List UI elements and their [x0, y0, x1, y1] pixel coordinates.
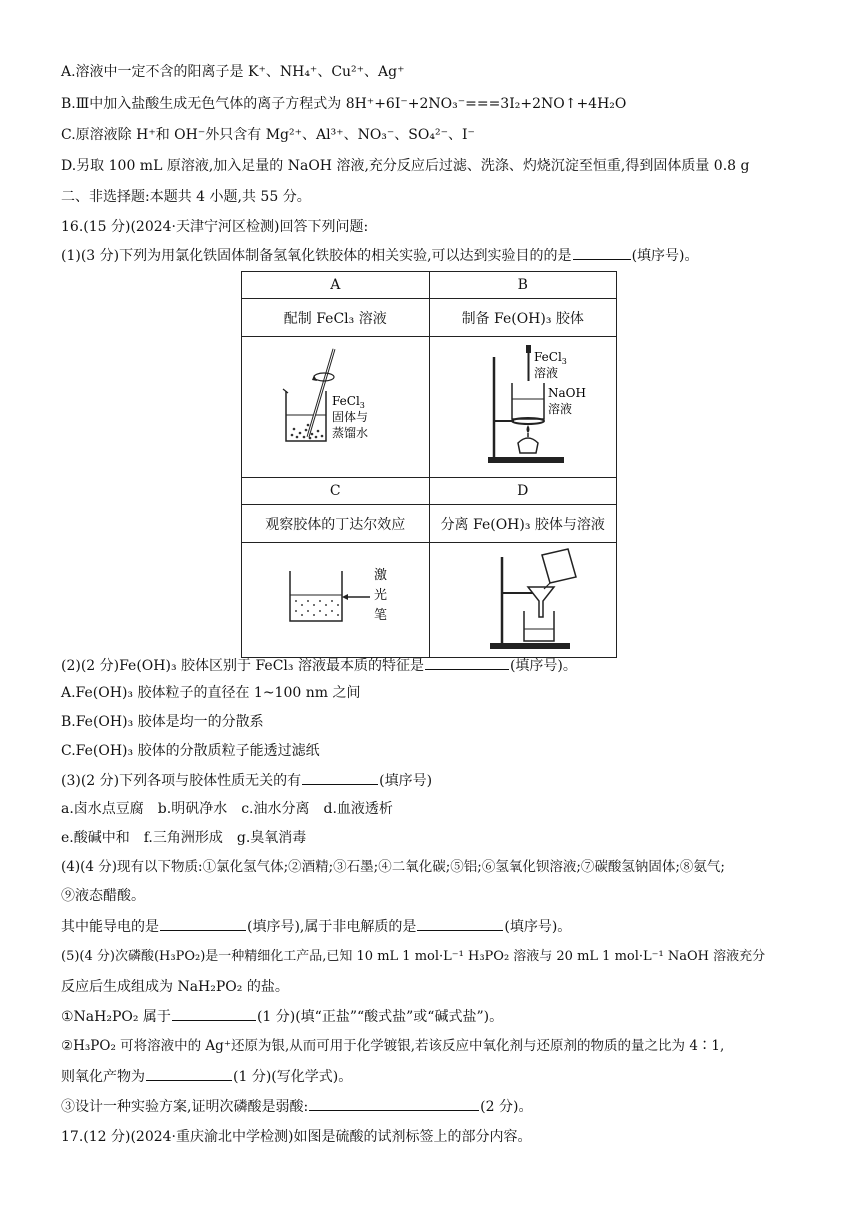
q16-part4-q-a: 其中能导电的是: [61, 919, 159, 935]
q16-part5-line1: (5)(4 分)次磷酸(H₃PO₂)是一种精细化工产品,已知 10 mL 1 mol·L⁻¹ H₃PO₂ 溶液与 20 mL 1 mol·L⁻¹ NaOH 溶液充分: [61, 949, 766, 964]
q16-part5-sub1: [61, 1006, 503, 1027]
q16-part1-end: (填序号)。: [631, 248, 699, 264]
q16-part5-sub1-a: ①NaH₂PO₂ 属于: [61, 1009, 171, 1025]
beaker-stirring-figure: [242, 337, 428, 473]
answer-blank[interactable]: [425, 655, 509, 670]
q16-part4-line2: ⑨液态醋酸。: [61, 888, 145, 904]
option-d: D.另取 100 mL 原溶液,加入足量的 NaOH 溶液,充分反应后过滤、洗涤、灼烧沉淀至恒重,得到固体质量 0.8 g: [61, 158, 750, 174]
answer-blank[interactable]: [573, 245, 631, 260]
exp-a-text: 配制 FeCl₃ 溶液: [242, 299, 430, 337]
q16-part5-sub2-line1: ②H₃PO₂ 可将溶液中的 Ag⁺还原为银,从而可用于化学镀银,若该反应中氧化剂与还原剂的物质的量之比为 4∶1,: [61, 1038, 725, 1054]
laser-beaker-figure: [242, 543, 428, 653]
stand-heating-figure: [430, 337, 616, 473]
q16-part5-sub2-a: 则氧化产物为: [61, 1069, 145, 1085]
experiment-table: [241, 271, 617, 658]
q16-part3-line2: e.酸碱中和 f.三角洲形成 g.臭氧消毒: [61, 830, 307, 846]
answer-blank[interactable]: [302, 770, 378, 785]
q16-part2-option-c: C.Fe(OH)₃ 胶体的分散质粒子能透过滤纸: [61, 743, 320, 759]
q16-part5-sub2-b: (1 分)(写化学式)。: [233, 1069, 353, 1085]
option-a: A.溶液中一定不含的阳离子是 K⁺、NH₄⁺、Cu²⁺、Ag⁺: [61, 64, 405, 80]
answer-blank[interactable]: [309, 1096, 479, 1111]
col-label-d: D: [429, 478, 617, 505]
label-naoh-solution: 溶液: [547, 402, 572, 416]
q16-part3-line1: a.卤水点豆腐 b.明矾净水 c.油水分离 d.血液透析: [61, 801, 393, 817]
q16-part4-q-b: (填序号),属于非电解质的是: [247, 919, 417, 935]
q16-part2-end: (填序号)。: [509, 658, 577, 674]
exp-a-figure: [242, 337, 430, 478]
q16-part1-text: (1)(3 分)下列为用氯化铁固体制备氢氧化铁胶体的相关实验,可以达到实验目的的是: [61, 248, 572, 264]
q16-part3-text: (3)(2 分)下列各项与胶体性质无关的有: [61, 773, 302, 789]
exp-c-figure: [242, 543, 430, 658]
answer-blank[interactable]: [172, 1006, 256, 1021]
q16-part2-text: (2)(2 分)Fe(OH)₃ 胶体区别于 FeCl₃ 溶液最本质的特征是: [61, 658, 424, 674]
q16-title: 16.(15 分)(2024·天津宁河区检测)回答下列问题:: [61, 219, 369, 235]
col-label-a: A: [242, 272, 430, 299]
q16-part5-sub3-a: ③设计一种实验方案,证明次磷酸是弱酸:: [61, 1099, 309, 1115]
exp-d-figure: [429, 543, 617, 658]
label-distilled-water: 蒸馏水: [332, 426, 369, 440]
label-solid-and: 固体与: [332, 410, 369, 424]
q17-title: 17.(12 分)(2024·重庆渝北中学检测)如图是硫酸的试剂标签上的部分内容。: [61, 1129, 532, 1145]
exp-b-text: 制备 Fe(OH)₃ 胶体: [429, 299, 617, 337]
answer-blank[interactable]: [146, 1066, 232, 1081]
answer-blank[interactable]: [160, 916, 246, 931]
label-guang: 光: [374, 588, 388, 603]
label-bi: 笔: [374, 608, 388, 623]
section-heading: 二、非选择题:本题共 4 小题,共 55 分。: [61, 189, 311, 205]
q16-part3: [61, 770, 432, 791]
label-naoh: NaOH: [547, 386, 586, 400]
exp-d-text: 分离 Fe(OH)₃ 胶体与溶液: [429, 505, 617, 543]
q16-part1: [61, 245, 699, 266]
label-ji: 激: [374, 568, 388, 583]
col-label-b: B: [429, 272, 617, 299]
q16-part4-line1: (4)(4 分)现有以下物质:①氯化氢气体;②酒精;③石墨;④二氧化碳;⑤铝;⑥氢氧化钡溶液;⑦碳酸氢钠固体;⑧氨气;: [61, 859, 725, 875]
q16-part4-q-c: (填序号)。: [504, 919, 572, 935]
q16-part5-line2: 反应后生成组成为 NaH₂PO₂ 的盐。: [61, 979, 289, 995]
option-c: C.原溶液除 H⁺和 OH⁻外只含有 Mg²⁺、Al³⁺、NO₃⁻、SO₄²⁻、I⁻: [61, 127, 475, 143]
answer-blank[interactable]: [417, 916, 503, 931]
q16-part5-sub3: [61, 1096, 532, 1117]
q16-part5-sub1-b: (1 分)(填“正盐”“酸式盐”或“碱式盐”)。: [256, 1009, 504, 1025]
filtration-figure: [430, 543, 616, 653]
q16-part2: [61, 655, 577, 676]
q16-part2-option-b: B.Fe(OH)₃ 胶体是均一的分散系: [61, 714, 264, 730]
q16-part5-sub2-line2: [61, 1066, 352, 1087]
option-b: B.Ⅲ中加入盐酸生成无色气体的离子方程式为 8H⁺+6I⁻+2NO₃⁻===3I₂+2NO↑+4H₂O: [61, 96, 627, 112]
q16-part5-sub3-b: (2 分)。: [480, 1099, 533, 1115]
q16-part3-end: (填序号): [379, 773, 433, 789]
exp-b-figure: [429, 337, 617, 478]
q16-part2-option-a: A.Fe(OH)₃ 胶体粒子的直径在 1~100 nm 之间: [61, 685, 361, 701]
label-solution-b: 溶液: [533, 366, 558, 380]
label-fecl3-b: FeCl$_3$: [533, 350, 567, 366]
col-label-c: C: [242, 478, 430, 505]
exp-c-text: 观察胶体的丁达尔效应: [242, 505, 430, 543]
label-fecl3: FeCl$_3$: [332, 394, 366, 410]
q16-part4-question: [61, 916, 571, 937]
